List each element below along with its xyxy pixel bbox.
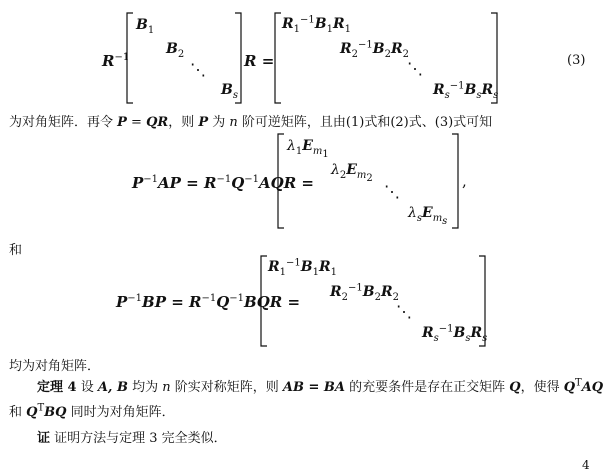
theorem-4-line-1: 定理 4 设 A, B 均为 n 阶实对称矩阵，则 AB = BA 的充要条件是存在正交矩阵 Q，使得 $Q^TAQ$ <box>37 377 603 395</box>
eq5-dots: ⋱ <box>396 302 413 321</box>
and-text: 和 <box>9 243 23 258</box>
eq5-bracket-open <box>260 255 268 347</box>
eq4-trailing-comma: , <box>462 172 467 190</box>
eq3-right-bracket-open <box>274 12 282 104</box>
eq3-left-dots: ⋱ <box>190 60 207 79</box>
eq4-lhs: $P^{-1}AP = R^{-1}Q^{-1}AQR$ = <box>132 174 314 192</box>
eq5-lhs: $P^{-1}BP = R^{-1}Q^{-1}BQR$ = <box>116 293 301 311</box>
eq4-bracket-open <box>277 133 285 229</box>
eq3-lhs-prefix: $R^{-1}$ <box>102 52 130 70</box>
eq3-number: (3) <box>567 53 586 68</box>
eq4-entry-2: $\lambda_2E_{m_2}$ <box>331 162 373 184</box>
eq4-entry-1: $\lambda_1E_{m_1}$ <box>287 138 329 160</box>
eq3-right-entry-2: $R_2^{-1}B_2R_2$ <box>340 39 409 60</box>
eq3-left-bracket-close <box>234 12 242 104</box>
theorem-4-line-2: 和 $Q^TBQ$ 同时为对角矩阵． <box>9 402 175 420</box>
proof-line: 证 证明方法与定理 3 完全类似． <box>37 431 227 446</box>
eq3-left-entry-2: $B_2$ <box>166 41 185 60</box>
eq5-bracket-close <box>478 255 486 347</box>
eq4-entry-3: $\lambda_sE_{m_s}$ <box>408 205 448 227</box>
eq3-lhs-suffix: R = <box>244 52 275 70</box>
page-number: 4 <box>582 458 590 472</box>
eq3-left-entry-3: $B_s$ <box>221 82 238 101</box>
eq3-right-entry-3: $R_s^{-1}B_sR_s$ <box>433 80 499 101</box>
eq3-right-bracket-close <box>490 12 498 104</box>
eq5-entry-1: $R_1^{-1}B_1R_1$ <box>268 257 337 278</box>
eq3-left-entry-1: $B_1$ <box>136 17 155 36</box>
text-line-1: 为对角矩阵．再令 P = QR，则 P 为 n 阶可逆矩阵，且由(1)式和(2)式、(3)式可知 <box>9 115 493 130</box>
eq3-right-entry-1: $R_1^{-1}B_1R_1$ <box>282 14 351 35</box>
eq3-left-bracket-open <box>126 12 134 104</box>
eq5-entry-2: $R_2^{-1}B_2R_2$ <box>330 282 399 303</box>
eq3-right-dots: ⋱ <box>407 59 424 78</box>
text-line-2: 均为对角矩阵． <box>9 359 101 374</box>
eq4-bracket-close <box>451 133 459 229</box>
eq5-entry-3: $R_s^{-1}B_sR_s$ <box>422 323 488 344</box>
eq4-dots: ⋱ <box>384 182 401 201</box>
